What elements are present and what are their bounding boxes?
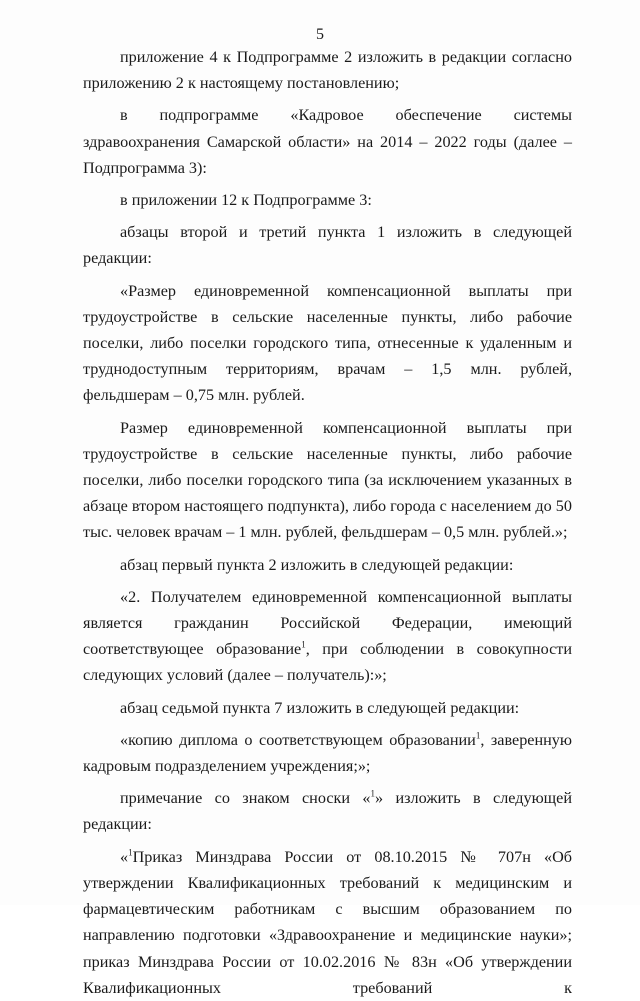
paragraph-2: в подпрограмме «Кадровое обеспечение системы здравоохранения Самарской области» на 2014 – 2022 годы (далее – Подпрограмма 3):	[83, 106, 572, 177]
paragraph-1: приложение 4 к Подпрограмме 2 изложить в редакции согласно приложению 2 к настоящему постановлению;	[83, 48, 572, 93]
footnote-marker: 1	[301, 639, 306, 650]
paragraph-11-part-2: » изложить в следующей редакции:	[83, 789, 572, 834]
paragraph-12-part-2: Приказ Минздрава России от 08.10.2015 № 707н «Об утверждении Квалификационных требований к медицинским и фармацевтическим работникам с высшим образованием по направлению подготовки «Здравоохранение и медицинские науки»; приказ Минздрава России от 10.02.2016 № 83н «Об утверждении Квалификационных требований к	[83, 847, 572, 997]
paragraph-6: Размер единовременной компенсационной выплаты при трудоустройстве в сельские населенные пункты, либо рабочие поселки, либо поселки городского типа (за исключением указанных в абзаце втором настоящего подпункта), либо города с населением до 50 тыс. человек врачам – 1 млн. рублей, фельдшерам – 0,5 млн. рублей.»;	[83, 418, 572, 542]
footnote-marker: 1	[128, 847, 133, 858]
paragraph-9: абзац седьмой пункта 7 изложить в следующей редакции:	[120, 698, 520, 717]
footnote-marker: 1	[370, 788, 376, 799]
paragraph-12	[83, 844, 572, 1001]
paragraph-8-part-2: , при соблюдении в совокупности следующих условий (далее – получатель):»;	[83, 640, 573, 685]
page-number: 5	[316, 26, 324, 43]
paragraph-5: «Размер единовременной компенсационной выплаты при трудоустройстве в сельские населенные пункты, либо рабочие поселки, либо поселки городского типа, отнесенные к удаленным и труднодоступным территориям, врачам – 1,5 млн. рублей, фельдшерам – 0,75 млн. рублей.	[83, 281, 572, 405]
paragraph-4: абзацы второй и третий пункта 1 изложить в следующей редакции:	[83, 223, 572, 268]
paragraph-12-part-1: «	[120, 847, 129, 866]
paragraph-10-part-1: «копию диплома о соответствующем образовании	[120, 730, 476, 749]
document-body	[83, 44, 572, 1001]
paragraph-8-part-1: «2. Получателем единовременной компенсационной выплаты является гражданин Российской Федерации, имеющий соответствующее образование	[83, 587, 572, 659]
footnote-marker: 1	[475, 730, 481, 741]
paragraph-8	[83, 584, 572, 689]
paragraph-7: абзац первый пункта 2 изложить в следующей редакции:	[120, 555, 514, 574]
paragraph-11	[83, 785, 572, 837]
paragraph-10-part-2: , заверенную кадровым подразделением учреждения;»;	[83, 730, 572, 776]
paragraph-3: в приложении 12 к Подпрограмме 3:	[120, 191, 372, 210]
paragraph-11-part-1: примечание со знаком сноски «	[120, 789, 371, 808]
paragraph-10	[83, 727, 572, 779]
